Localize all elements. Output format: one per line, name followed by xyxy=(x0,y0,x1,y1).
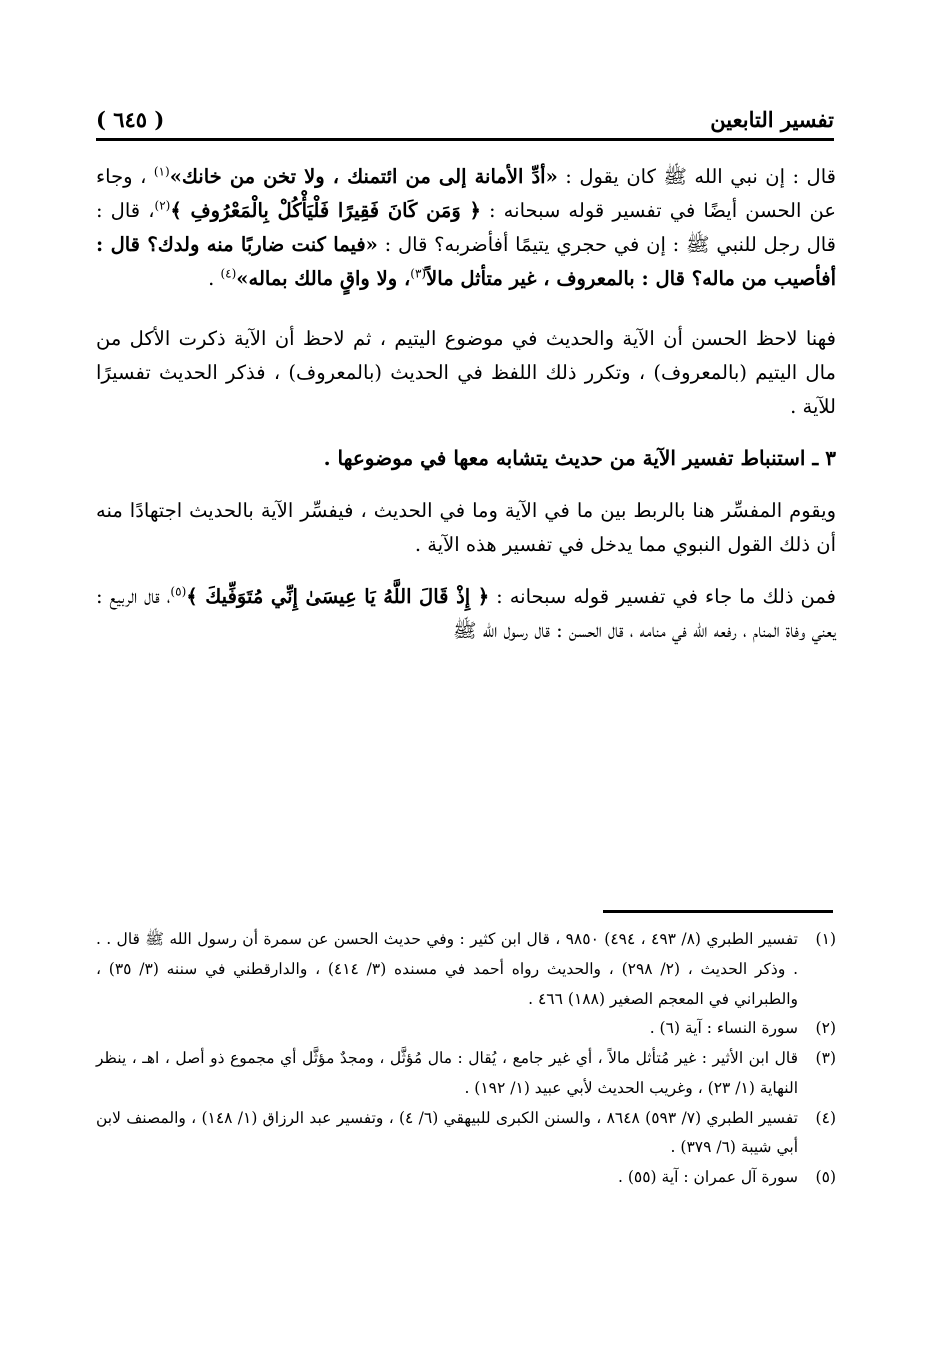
p1-hadith-2: «فيما كنت ضاربًا منه ولدك؟ قال : أفأصيب من ماله؟ قال : بالمعروف ، غير متأثل مالاً xyxy=(96,232,836,290)
p1-verse: ﴿ وَمَن كَانَ فَقِيرًا فَلْيَأْكُلْ بِالْمَعْرُوفِ ﴾ xyxy=(170,198,481,222)
footnote-number: (١) xyxy=(815,930,836,948)
footnote-ref-4: (٤) xyxy=(220,266,237,281)
section-heading: ٣ ـ استنباط تفسير الآية من حديث يتشابه معها في موضوعها . xyxy=(323,446,836,471)
p4-intro: فمن ذلك ما جاء في تفسير قوله سبحانه : xyxy=(489,585,836,609)
footnote-number: (٢) xyxy=(815,1019,836,1038)
running-title: تفسير التابعين xyxy=(710,107,834,132)
p1-tail: ، وجاء عن الحسن أيضًا في تفسير قوله سبحانه : xyxy=(96,165,836,222)
footnote-ref-3: (٣) xyxy=(410,266,427,281)
footnote-ref-1: (١) xyxy=(153,164,170,179)
p4-tail: ، قال الربيع : يعني وفاة المنام ، رفعه الله في منامه ، قال الحسن : قال رسول الله ﷺ xyxy=(96,585,836,643)
footnote-item xyxy=(96,1044,836,1104)
footnote-item xyxy=(96,1104,836,1164)
page-number: ( ٦٤٥ ) xyxy=(96,107,165,132)
footnote-text: سورة آل عمران : آية (٥٥) . xyxy=(617,1168,798,1186)
footnotes xyxy=(96,925,836,1193)
p1-mid: ، قال : قال رجل للنبي ﷺ : إن في حجري يتيمًا أفأضربه؟ قال : xyxy=(96,198,836,256)
footnote-item xyxy=(96,1163,836,1193)
footnote-text: تفسير الطبري (٧/ ٥٩٣) ٨٦٤٨ ، والسنن الكبرى للبيهقي (٦/ ٤) ، وتفسير عبد الرزاق (١/ ١٤٨) ، والمصنف لابن أبي شيبة (٦/ ٣٧٩) . xyxy=(96,1108,798,1157)
paragraph-1 xyxy=(96,160,836,296)
p4-verse: ﴿ إِذْ قَالَ اللَّهُ يَا عِيسَىٰ إِنِّي مُتَوَفِّيكَ ﴾ xyxy=(186,585,490,609)
paragraph-2: فهنا لاحظ الحسن أن الآية والحديث في موضوع اليتيم ، ثم لاحظ أن الآية ذكرت الأكل من مال اليتيم (بالمعروف) ، وتكرر ذلك اللفظ في الحديث (بالمعروف) ، فذكر الحديث تفسيرًا للآية . xyxy=(96,326,836,418)
footnote-text: سورة النساء : آية (٦) . xyxy=(649,1019,798,1038)
footnote-text: قال ابن الأثير : غير مُتأثل مالاً ، أي غير جامع ، يُقال : مال مُؤثَّل ، ومجدٌ مؤثَّل أي مجموع ذو أصل ، اهـ ، ينظر النهاية (١/ ٢٣) ، وغريب الحديث لأبي عبيد (١/ ١٩٢) . xyxy=(96,1049,798,1097)
footnote-item xyxy=(96,925,836,1014)
p1-hadith: «أدِّ الأمانة إلى من ائتمنك ، ولا تخن من خانك» xyxy=(169,165,558,188)
p1-hadith-2-cont: ، ولا واقٍ مالك بماله» xyxy=(236,266,411,290)
footnote-ref-5: (٥) xyxy=(170,584,187,599)
footnote-number: (٣) xyxy=(815,1049,836,1067)
paragraph-4 xyxy=(96,580,836,648)
footnote-item xyxy=(96,1014,836,1044)
footnote-ref-2: (٢) xyxy=(154,198,171,213)
footnote-text: تفسير الطبري (٨/ ٤٩٣ ، ٤٩٤) ٩٨٥٠ ، قال ابن كثير : وفي حديث الحسن عن سمرة أن رسول الله ﷺ قال . . . وذكر الحديث ، (٢/ ٢٩٨) ، والحديث رواه أحمد في مسنده (٣/ ٤١٤) ، والدارقطني في سننه (٣/ ٣٥) ، والطبراني في المعجم الصغير (١٨٨) ٤٦٦ . xyxy=(96,930,799,1008)
footnote-divider xyxy=(603,910,833,913)
footnote-number: (٥) xyxy=(815,1168,836,1186)
paragraph-3: ويقوم المفسِّر هنا بالربط بين ما في الآية وما في الحديث ، فيفسِّر الآية بالحديث اجتهادًا منه أن ذلك القول النبوي مما يدخل في تفسير هذه الآية . xyxy=(96,499,836,557)
main-text xyxy=(96,160,836,666)
footnote-number: (٤) xyxy=(815,1108,836,1127)
page-header xyxy=(96,92,834,141)
p1-end: . xyxy=(208,266,221,290)
p1-intro: قال : إن نبي الله ﷺ كان يقول : xyxy=(557,165,836,188)
